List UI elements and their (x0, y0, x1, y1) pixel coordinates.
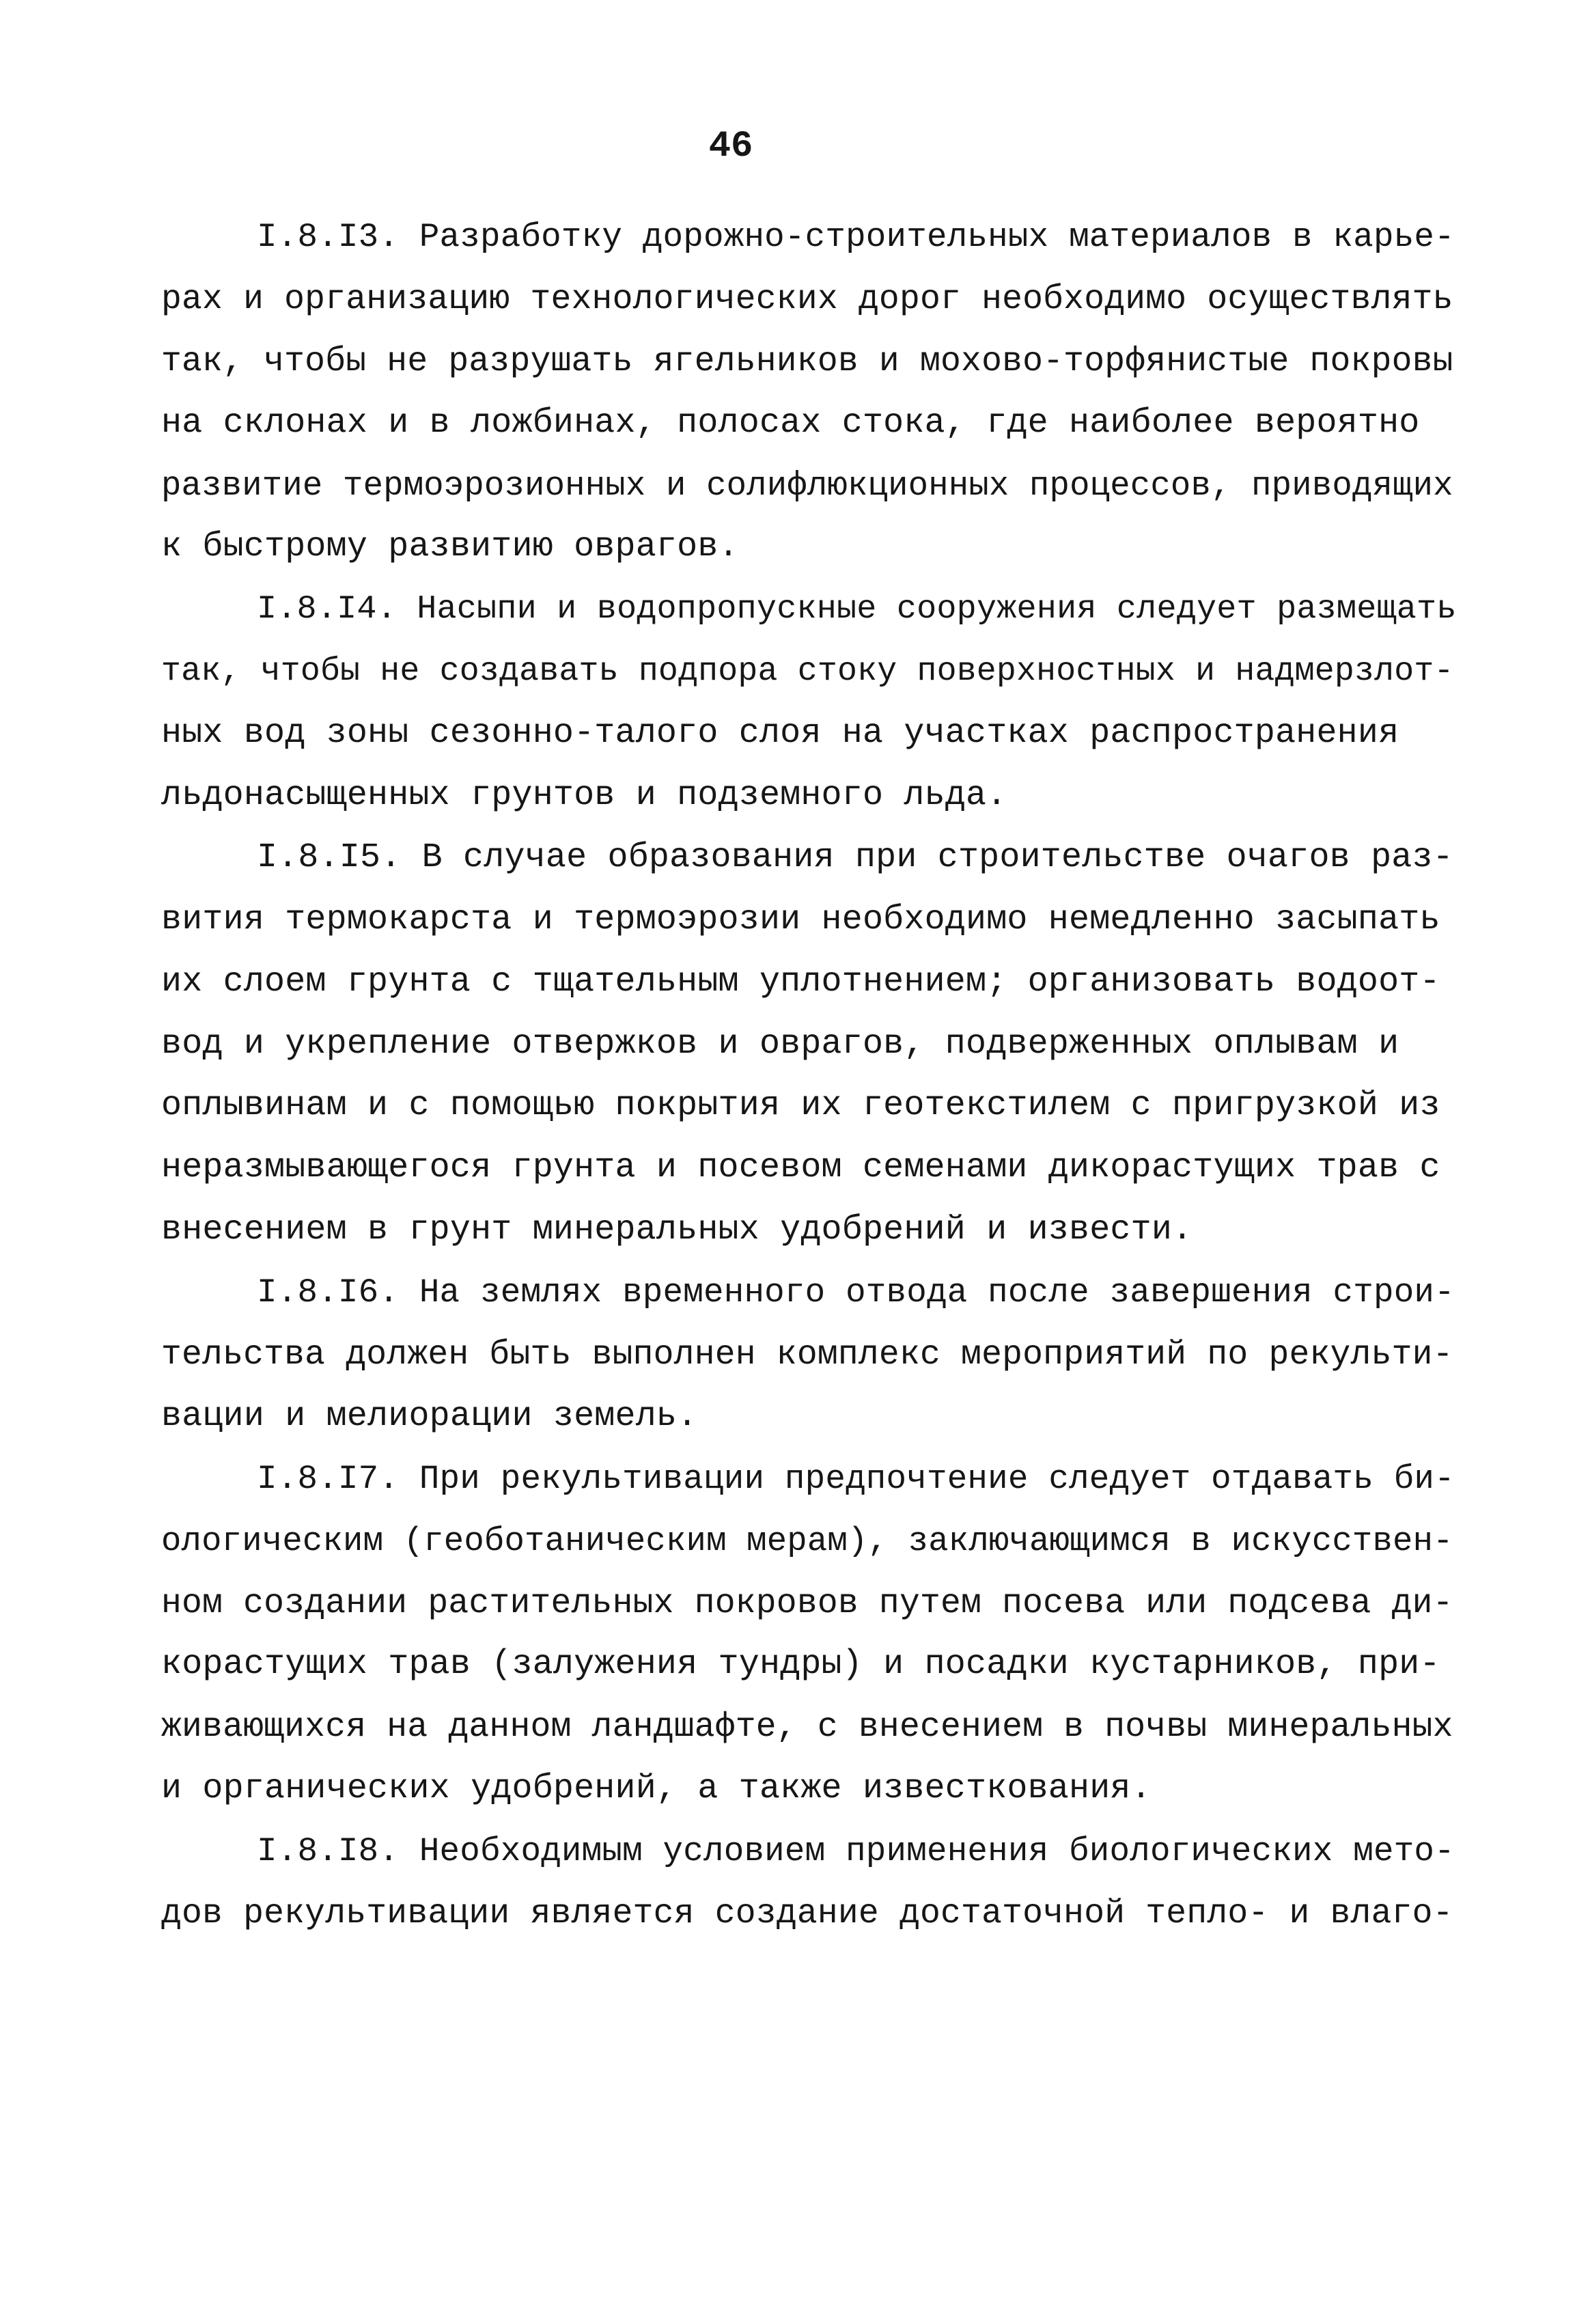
text-line: на склонах и в ложбинах, полосах стока, где наиболее вероятно (161, 403, 1420, 443)
text-line: так, чтобы не создавать подпора стоку поверхностных и надмерзлот- (161, 653, 1454, 691)
text-line: и органических удобрений, а также известкования. (161, 1769, 1152, 1809)
text-line: внесением в грунт минеральных удобрений и извести. (161, 1211, 1193, 1250)
paragraph-1-8-14 (161, 579, 1457, 827)
text-line: I.8.I4. Насыпи и водопропускные сооружения следует размещать (257, 590, 1457, 628)
text-line: живающихся на данном ландшафте, с внесением в почвы минеральных (161, 1708, 1453, 1747)
text-line: вод и укрепление отвержков и оврагов, подверженных оплывам и (161, 1024, 1399, 1064)
text-line: льдонасыщенных грунтов и подземного льда. (161, 776, 1007, 816)
paragraph-1-8-18 (161, 1821, 1453, 1945)
paragraph-1-8-16 (161, 1262, 1453, 1448)
text-line: к быстрому развитию оврагов. (161, 527, 739, 567)
text-line: вития термокарста и термоэрозии необходимо немедленно засыпать (161, 900, 1440, 939)
document-body (161, 206, 1457, 1945)
text-line: I.8.I6. На землях временного отвода после завершения строи- (257, 1273, 1455, 1312)
page-number: 46 (708, 126, 753, 167)
text-line: ологическим (геоботаническим мерам), заключающимся в искусствен- (161, 1521, 1453, 1560)
text-line: I.8.I5. В случае образования при строительстве очагов раз- (257, 838, 1453, 877)
text-line: развитие термоэрозионных и солифлюкционных процессов, приводящих (161, 466, 1453, 505)
text-line: так, чтобы не разрушать ягельников и мохово-торфянистые покровы (161, 342, 1453, 381)
text-line: неразмывающегося грунта и посевом семенами дикорастущих трав с (161, 1148, 1440, 1188)
text-line: I.8.I8. Необходимым условием применения биологических мето- (257, 1832, 1455, 1871)
text-line: корастущих трав (залужения тундры) и посадки кустарников, при- (161, 1645, 1440, 1685)
text-line: ных вод зоны сезонно-талого слоя на участках распространения (161, 714, 1399, 753)
text-line: их слоем грунта с тщательным уплотнением; организовать водоот- (161, 962, 1440, 1001)
paragraph-1-8-17 (161, 1448, 1453, 1821)
text-line: рах и организацию технологических дорог необходимо осуществлять (161, 279, 1453, 318)
text-line: дов рекультивации является создание достаточной тепло- и влаго- (161, 1894, 1453, 1933)
text-line: тельства должен быть выполнен комплекс мероприятий по рекульти- (161, 1336, 1453, 1374)
text-line: вации и мелиорации земель. (161, 1396, 698, 1436)
paragraph-1-8-15 (161, 827, 1453, 1262)
text-line: I.8.I3. Разработку дорожно-строительных материалов в карье- (257, 218, 1455, 256)
text-line: оплывинам и с помощью покрытия их геотекстилем с пригрузкой из (161, 1086, 1440, 1126)
text-line: ном создании растительных покровов путем посева или подсева ди- (161, 1583, 1453, 1622)
text-line: I.8.I7. При рекультивации предпочтение следует отдавать би- (257, 1459, 1455, 1498)
paragraph-1-8-13 (161, 206, 1453, 579)
